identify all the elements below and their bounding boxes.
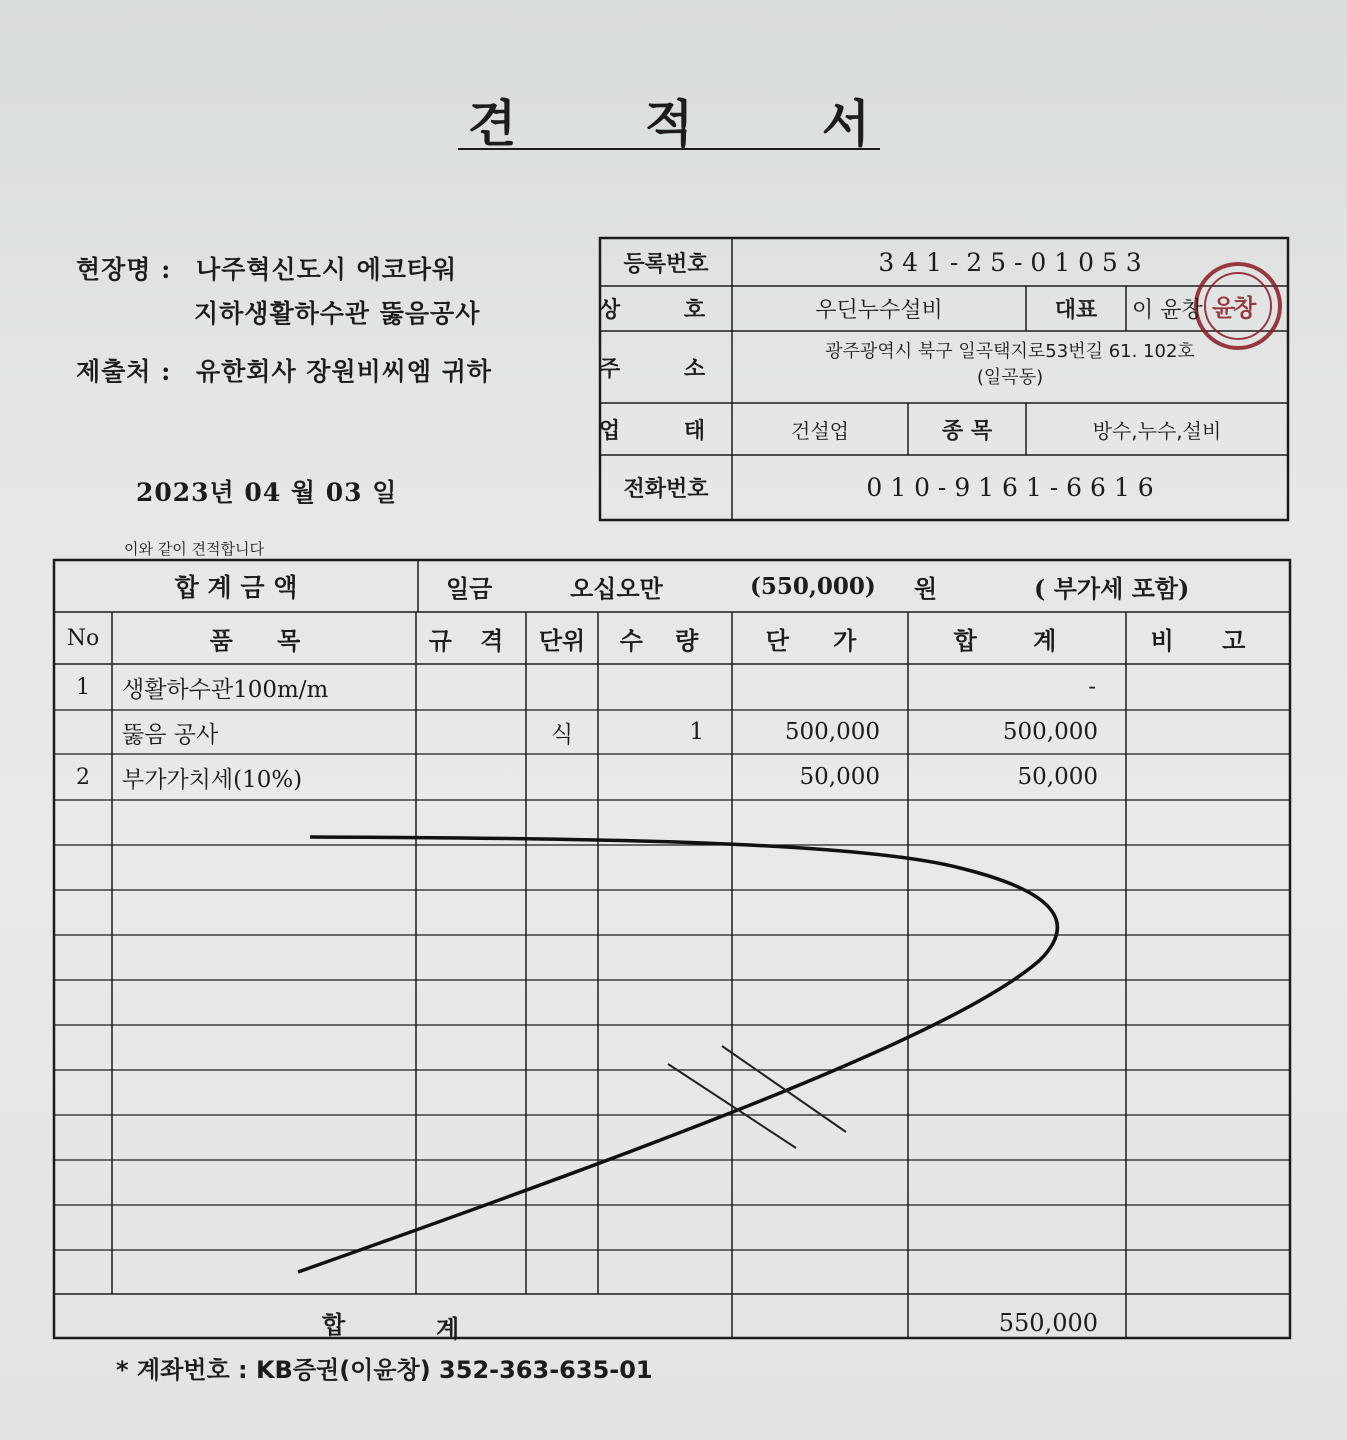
biz-type: 건설업 <box>791 418 849 443</box>
cross-mark-line <box>722 1046 846 1132</box>
col-item: 품 목 <box>209 625 319 655</box>
address-label: 주 소 <box>598 355 734 382</box>
row-unit <box>526 664 598 710</box>
address-line2: (일곡동) <box>976 367 1044 388</box>
vat-included: ( 부가세 포함) <box>1034 573 1190 603</box>
col-no: No <box>66 625 100 651</box>
total-amount: (550,000) <box>750 572 876 600</box>
seal-text: 윤창 <box>1212 293 1255 322</box>
quote-date: 2023년 04 월 03 일 <box>136 478 398 507</box>
recipient-name: 유한회사 장원비씨엠 귀하 <box>196 357 493 386</box>
row-no: 1 <box>76 674 90 700</box>
row-item: 부가가치세(10%) <box>122 766 303 793</box>
row-price: 50,000 <box>799 764 880 790</box>
quote-note: 이와 같이 견적합니다 <box>124 540 264 558</box>
site-label: 현장명 : <box>76 255 172 284</box>
phone-number: 0 1 0 - 9 1 6 1 - 6 6 1 6 <box>866 473 1154 502</box>
sum-label-2: 계 <box>436 1314 460 1343</box>
col-price: 단 가 <box>765 625 875 655</box>
row-item: 생활하수관100m/m <box>122 676 329 703</box>
site-name-line1: 나주혁신도시 에코타워 <box>196 255 458 284</box>
bank-account: * 계좌번호 : KB증권(이윤창) 352-363-635-01 <box>116 1356 653 1384</box>
phone-label: 전화번호 <box>623 476 709 502</box>
row-item: 뚫음 공사 <box>122 721 219 748</box>
col-qty: 수 량 <box>619 625 711 655</box>
row-sum: - <box>1088 674 1096 700</box>
col-unit: 단위 <box>538 625 586 655</box>
row-qty: 1 <box>689 719 704 745</box>
row-unit: 식 <box>550 721 574 748</box>
reg-number: 3 4 1 - 2 5 - 0 1 0 5 3 <box>878 247 1142 277</box>
total-word2: 오십오만 <box>570 573 663 603</box>
col-note: 비 고 <box>1150 625 1266 655</box>
biz-type-label: 업 태 <box>598 417 734 444</box>
row-unit <box>526 754 598 800</box>
reg-label: 등록번호 <box>623 250 709 277</box>
title-char: 적 <box>644 94 694 153</box>
total-word1: 일금 <box>446 573 493 603</box>
grand-total: 550,000 <box>998 1309 1098 1337</box>
rep-label: 대표 <box>1054 297 1098 323</box>
company-name: 우딘누수설비 <box>815 298 943 323</box>
col-spec: 규 격 <box>428 625 514 655</box>
total-label: 합 계 금 액 <box>174 573 298 602</box>
biz-item-label: 종 목 <box>941 417 993 444</box>
title-char: 서 <box>821 94 870 153</box>
row-qty <box>598 754 732 800</box>
name-label: 상 호 <box>598 297 734 323</box>
row-price: 500,000 <box>784 719 880 745</box>
sum-label-1: 합 <box>322 1310 346 1339</box>
row-no <box>54 710 112 754</box>
site-name-line2: 지하생활하수관 뚫음공사 <box>194 299 481 328</box>
recipient-label: 제출처 : <box>76 357 172 386</box>
row-price <box>732 664 908 710</box>
row-sum: 500,000 <box>1002 719 1098 745</box>
strike-through-mark <box>298 837 1057 1272</box>
address-line1: 광주광역시 북구 일곡택지로53번길 61. 102호 <box>825 341 1195 362</box>
title-char: 견 <box>468 94 517 153</box>
row-qty <box>598 664 732 710</box>
col-sum: 합 계 <box>953 625 1081 655</box>
biz-item: 방수,누수,설비 <box>1092 418 1222 443</box>
address <box>732 331 1288 403</box>
total-unit: 원 <box>914 573 938 603</box>
rep-name: 이 윤창 <box>1132 298 1203 323</box>
row-no: 2 <box>76 764 90 790</box>
row-sum: 50,000 <box>1017 764 1098 790</box>
